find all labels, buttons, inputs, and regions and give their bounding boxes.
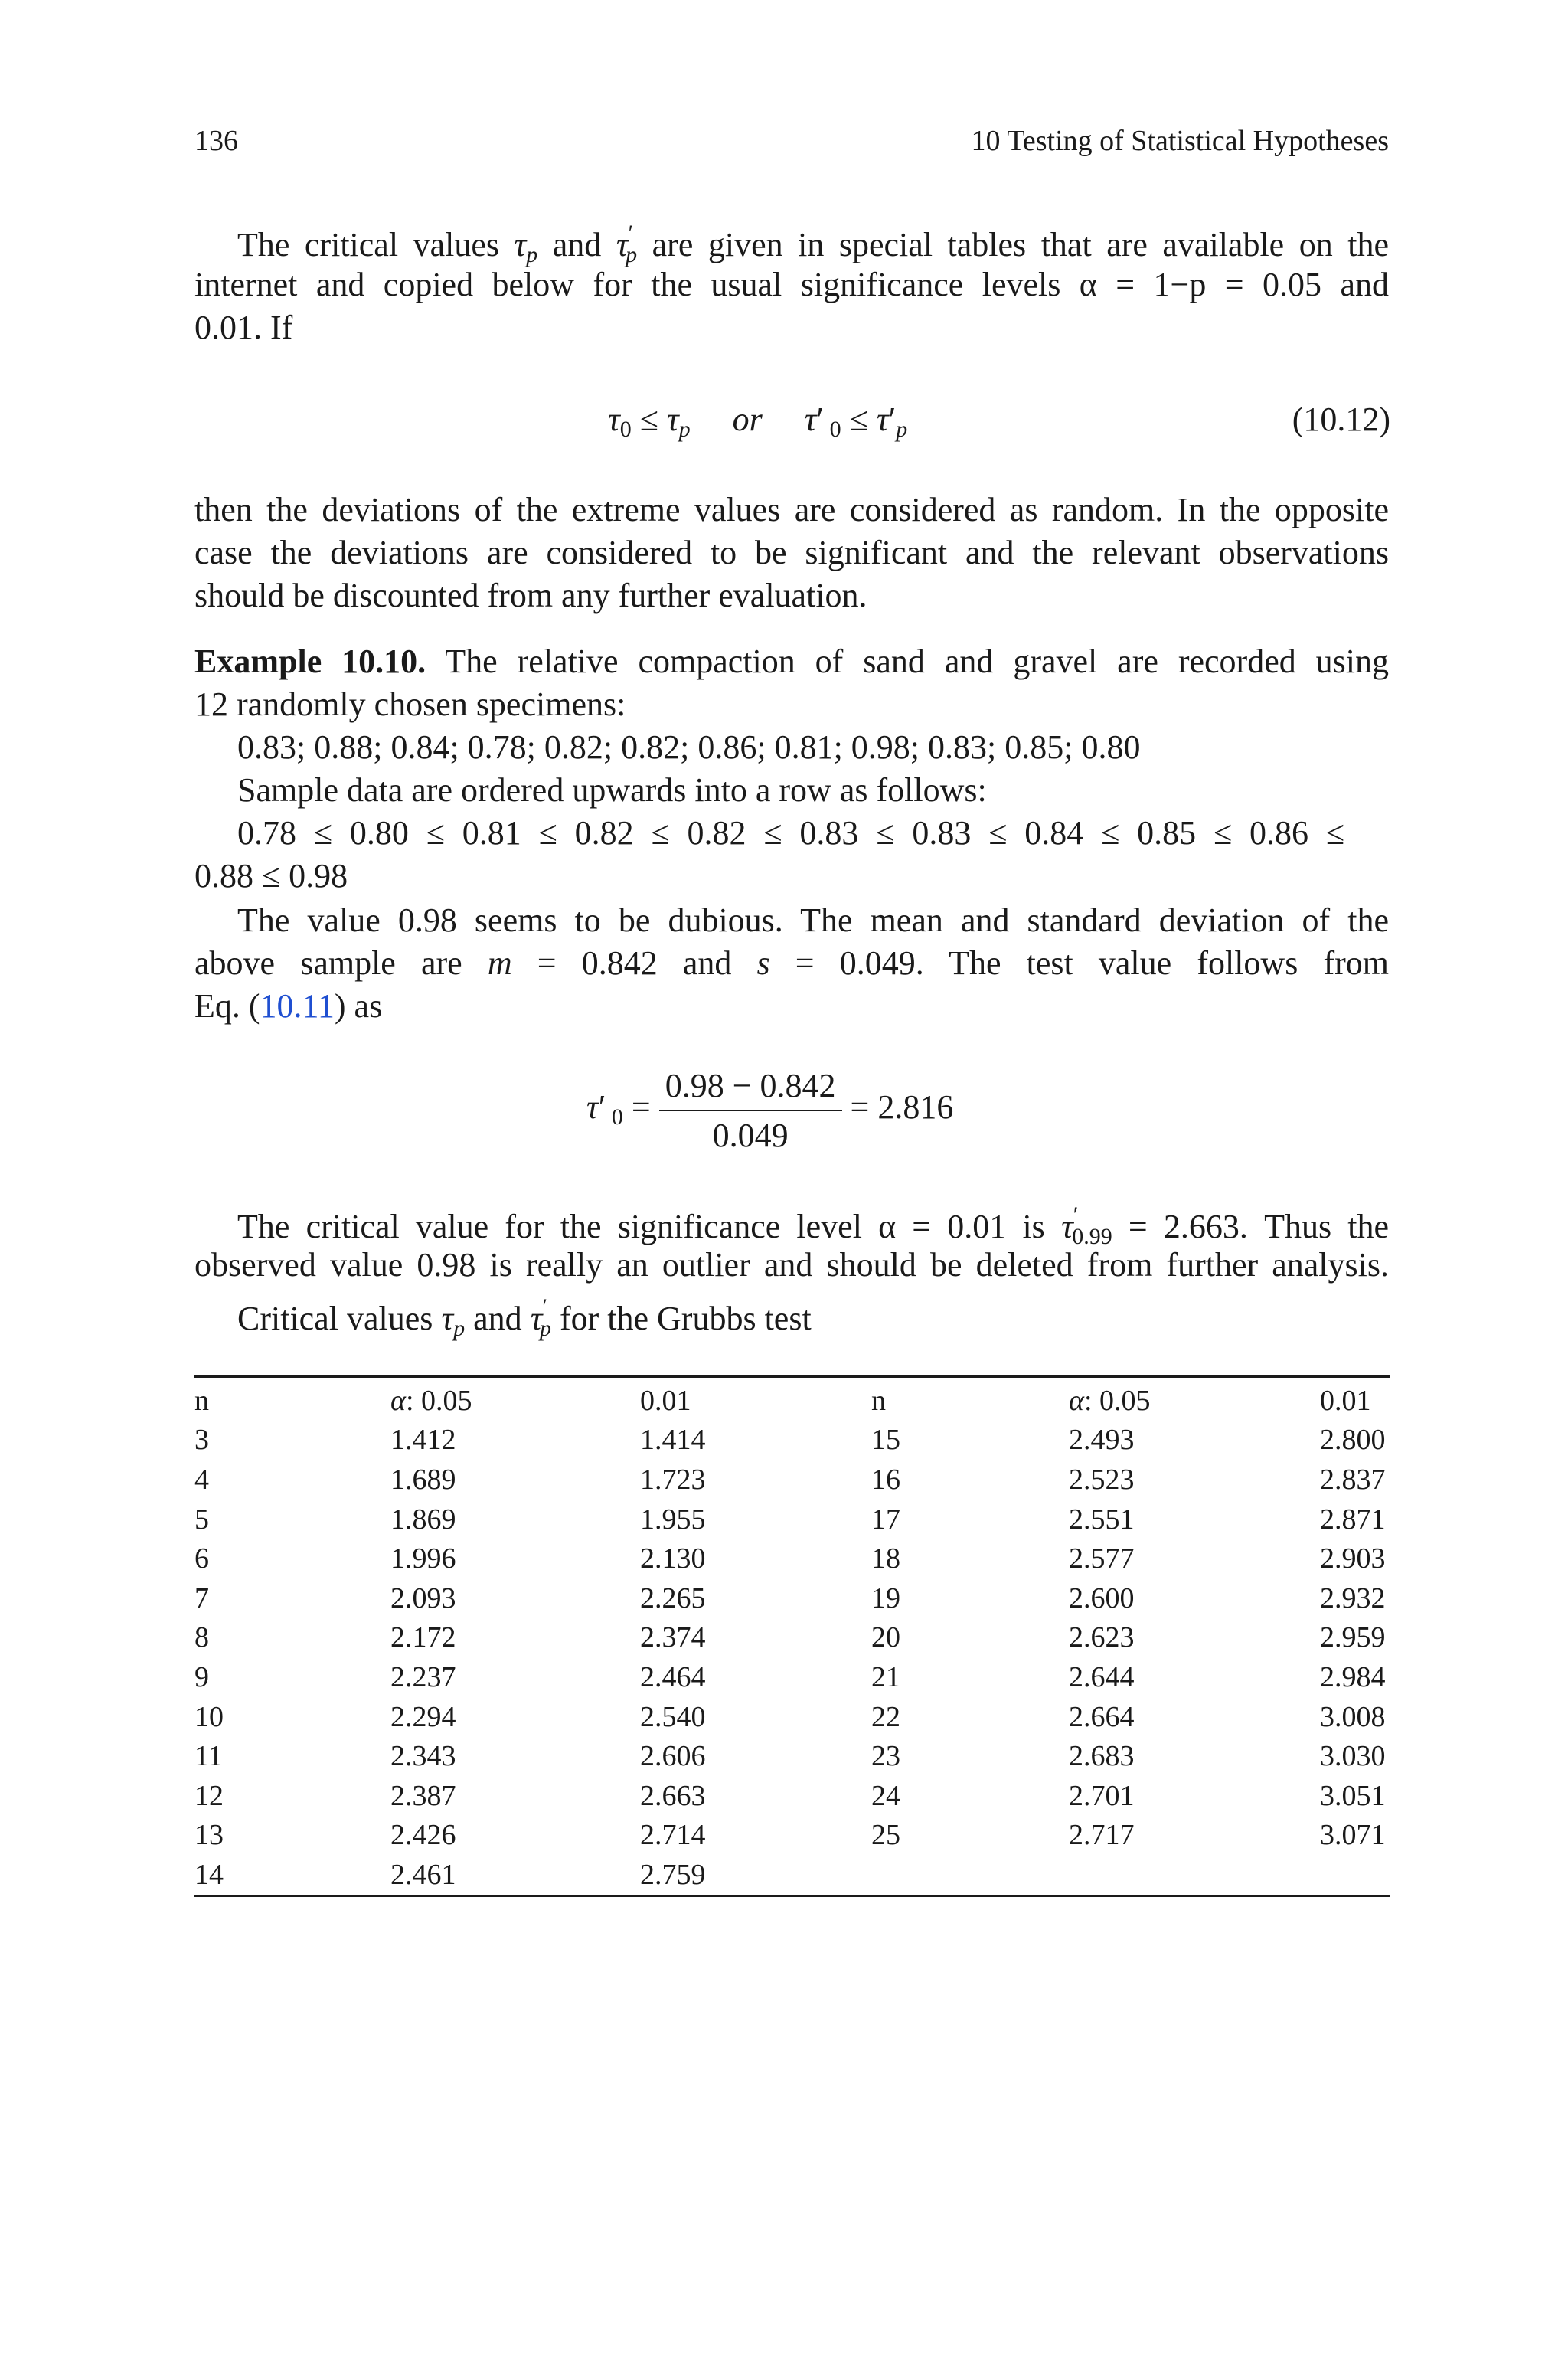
table-cell: 8 xyxy=(194,1621,209,1654)
table-header-cell: n xyxy=(871,1384,886,1417)
table-cell: 1.412 xyxy=(390,1424,456,1457)
table-cell: 3.030 xyxy=(1320,1740,1386,1773)
fraction-denominator: 0.049 xyxy=(712,1117,789,1154)
table-cell: 25 xyxy=(871,1819,900,1852)
eq-10-11-link[interactable]: 10.11 xyxy=(260,987,335,1025)
table-cell: 2.540 xyxy=(640,1700,706,1733)
dubious-line2: above sample are m = 0.842 and s = 0.049. The test value follows from xyxy=(194,944,1389,982)
table-cell xyxy=(1320,1855,1390,1896)
table-cell: 1.869 xyxy=(390,1503,456,1536)
table-cell: 2.294 xyxy=(390,1700,456,1733)
para1-line3: 0.01. If xyxy=(194,309,293,346)
table-cell: 2.644 xyxy=(1069,1660,1135,1693)
grubbs-critical-values-table xyxy=(194,1375,1390,1897)
para1-line1: The critical values $\tau_p$ and $\tau'_p$ are given in special tables that are available on the xyxy=(237,221,1389,267)
table-cell: 2.837 xyxy=(1320,1463,1386,1496)
conclusion-line1: The critical value for the significance level α = 0.01 is $\tau'_{0.99} = 2.663$. Thus the xyxy=(237,1202,1389,1249)
table-row xyxy=(194,1460,1390,1500)
table-cell: 2.717 xyxy=(1069,1819,1135,1852)
table-cell: 14 xyxy=(194,1858,224,1891)
table-cell: 2.984 xyxy=(1320,1660,1386,1693)
table-caption: Critical values $\tau_p$ and $\tau'_p$ for the Grubbs test xyxy=(237,1294,812,1341)
table-cell: 2.172 xyxy=(390,1621,456,1654)
table-cell: 2.903 xyxy=(1320,1542,1386,1575)
table-cell: 2.461 xyxy=(390,1858,456,1891)
table-header-cell: 0.01 xyxy=(1320,1384,1371,1417)
table-cell: 3.071 xyxy=(1320,1819,1386,1852)
table-cell: 2.714 xyxy=(640,1819,706,1852)
table-cell: 19 xyxy=(871,1582,900,1614)
para1-line2: internet and copied below for the usual significance levels α = 1−p = 0.05 and xyxy=(194,266,1389,303)
table-header-cell: n xyxy=(194,1384,209,1417)
table-cell: 2.343 xyxy=(390,1740,456,1773)
table-cell: 15 xyxy=(871,1424,900,1457)
table-cell: 2.426 xyxy=(390,1819,456,1852)
fraction-numerator: 0.98 − 0.842 xyxy=(659,1066,842,1111)
table-cell: 2.701 xyxy=(1069,1779,1135,1812)
table-cell: 2.871 xyxy=(1320,1503,1386,1536)
table-cell: 9 xyxy=(194,1660,209,1693)
table-cell: 1.689 xyxy=(390,1463,456,1496)
table-cell: 1.996 xyxy=(390,1542,456,1575)
table-cell: 13 xyxy=(194,1819,224,1852)
table-cell: 2.932 xyxy=(1320,1582,1386,1614)
table-cell: 2.577 xyxy=(1069,1542,1135,1575)
table-row xyxy=(194,1421,1390,1460)
table-cell: 2.493 xyxy=(1069,1424,1135,1457)
equation-label: (10.12) xyxy=(1292,401,1390,438)
table-cell: 2.093 xyxy=(390,1582,456,1614)
example-title: Example 10.10. xyxy=(194,643,426,680)
table-cell: 2.800 xyxy=(1320,1424,1386,1457)
table-cell: 2.663 xyxy=(640,1779,706,1812)
eq-reference-line: Eq. (10.11) as xyxy=(194,987,383,1025)
table-header-cell: 0.01 xyxy=(640,1384,691,1417)
ordered-intro: Sample data are ordered upwards into a row as follows: xyxy=(237,771,987,809)
table-cell: 2.265 xyxy=(640,1582,706,1614)
table-cell: 3 xyxy=(194,1424,209,1457)
table-cell: 2.464 xyxy=(640,1660,706,1693)
table-cell: 2.551 xyxy=(1069,1503,1135,1536)
conclusion-line2: observed value 0.98 is really an outlier and should be deleted from further analysis. xyxy=(194,1246,1389,1284)
table-row xyxy=(194,1736,1390,1776)
table-cell: 22 xyxy=(871,1700,900,1733)
table-cell: 24 xyxy=(871,1779,900,1812)
table-header-row xyxy=(194,1377,1390,1421)
tau-fraction-equation: τ′ $_0$ = $\frac{0.98 - 0.842}{0.049}$ = 2.816 xyxy=(586,1067,954,1154)
table-cell: 10 xyxy=(194,1700,224,1733)
table-cell: 17 xyxy=(871,1503,900,1536)
example-line2: 12 randomly chosen specimens: xyxy=(194,685,626,723)
running-header: 10 Testing of Statistical Hypotheses xyxy=(971,125,1389,157)
table-row xyxy=(194,1500,1390,1539)
table-cell: 2.600 xyxy=(1069,1582,1135,1614)
table-cell: 23 xyxy=(871,1740,900,1773)
table-cell: 2.237 xyxy=(390,1660,456,1693)
table-cell: 4 xyxy=(194,1463,209,1496)
equation-10-12: $\tau_0 \le \tau_p$ or τ′ $_0 \le \tau'_p$ xyxy=(608,401,908,442)
fraction xyxy=(659,1066,842,1155)
ordered-line1: 0.78 ≤ 0.80 ≤ 0.81 ≤ 0.82 ≤ 0.82 ≤ 0.83 ≤ 0.83 ≤ 0.84 ≤ 0.85 ≤ 0.86 ≤ xyxy=(237,814,1344,852)
para2-line3: should be discounted from any further evaluation. xyxy=(194,577,867,614)
page-number: 136 xyxy=(194,125,238,157)
table-cell xyxy=(871,1855,1069,1896)
table-row xyxy=(194,1618,1390,1658)
table-cell: 21 xyxy=(871,1660,900,1693)
para2-line2: case the deviations are considered to be significant and the relevant observations xyxy=(194,534,1389,571)
table-cell: 2.664 xyxy=(1069,1700,1135,1733)
para2-line1: then the deviations of the extreme values are considered as random. In the opposite xyxy=(194,491,1389,528)
table-row xyxy=(194,1657,1390,1697)
table-cell: 2.623 xyxy=(1069,1621,1135,1654)
example-line1: Example 10.10. The relative compaction of sand and gravel are recorded using xyxy=(194,643,1389,680)
table-cell: 2.606 xyxy=(640,1740,706,1773)
table-cell: 18 xyxy=(871,1542,900,1575)
table-cell: 3.051 xyxy=(1320,1779,1386,1812)
table-cell: 2.130 xyxy=(640,1542,706,1575)
table-cell: 2.523 xyxy=(1069,1463,1135,1496)
table-header-cell: α: 0.05 xyxy=(1069,1384,1151,1417)
table-cell: 16 xyxy=(871,1463,900,1496)
table-cell: 1.955 xyxy=(640,1503,706,1536)
table-cell: 3.008 xyxy=(1320,1700,1386,1733)
example-data: 0.83; 0.88; 0.84; 0.78; 0.82; 0.82; 0.86; 0.81; 0.98; 0.83; 0.85; 0.80 xyxy=(237,728,1141,766)
ordered-line2: 0.88 ≤ 0.98 xyxy=(194,857,348,895)
table-row xyxy=(194,1578,1390,1618)
table-row xyxy=(194,1539,1390,1578)
table-cell: 6 xyxy=(194,1542,209,1575)
table-cell: 1.414 xyxy=(640,1424,706,1457)
table-cell: 2.959 xyxy=(1320,1621,1386,1654)
fraction-result: = 2.816 xyxy=(850,1088,954,1127)
table-cell: 11 xyxy=(194,1740,223,1773)
table-cell xyxy=(1069,1855,1320,1896)
table-cell: 5 xyxy=(194,1503,209,1536)
table-cell: 2.683 xyxy=(1069,1740,1135,1773)
table-row xyxy=(194,1697,1390,1737)
table-cell: 2.387 xyxy=(390,1779,456,1812)
table-row xyxy=(194,1816,1390,1856)
table-cell: 2.374 xyxy=(640,1621,706,1654)
dubious-line1: The value 0.98 seems to be dubious. The mean and standard deviation of the xyxy=(237,901,1389,939)
table-header-cell: α: 0.05 xyxy=(390,1384,472,1417)
table-cell: 2.759 xyxy=(640,1858,706,1891)
table-row xyxy=(194,1776,1390,1816)
table-cell: 1.723 xyxy=(640,1463,706,1496)
table-cell: 7 xyxy=(194,1582,209,1614)
table-cell: 20 xyxy=(871,1621,900,1654)
table-row xyxy=(194,1855,1390,1896)
table-cell: 12 xyxy=(194,1779,224,1812)
